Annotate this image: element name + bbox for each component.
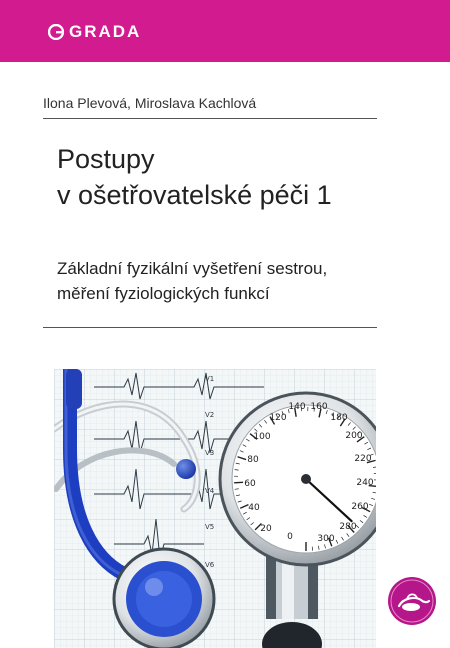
top-divider (43, 118, 377, 119)
subtitle-line-1: Základní fyzikální vyšetření sestrou, (57, 259, 328, 278)
grada-logo-icon (48, 24, 64, 40)
lead-label: V4 (205, 487, 215, 495)
book-subtitle (57, 256, 327, 306)
gauge-label: 180 (330, 413, 348, 423)
publisher-bar (0, 0, 450, 62)
publisher-name: GRADA (69, 22, 142, 41)
lead-label: V2 (205, 411, 215, 419)
gauge-label: 60 (244, 479, 256, 489)
gauge-label: 300 (317, 534, 335, 544)
gauge-label: 200 (345, 431, 363, 441)
gauge-label: 240 (356, 478, 374, 488)
gauge-label: 120 (269, 413, 287, 423)
bottom-divider (43, 327, 377, 328)
gauge-label: 0 (287, 532, 293, 542)
book-title (57, 141, 332, 213)
subtitle-line-2: měření fyziologických funkcí (57, 284, 270, 303)
gauge-label: 280 (339, 522, 357, 532)
gauge-label: 100 (253, 432, 271, 442)
gauge-label: 20 (260, 524, 272, 534)
authors: Ilona Plevová, Miroslava Kachlová (43, 95, 257, 111)
gauge-label: 140 (288, 402, 306, 412)
title-line-1: Postupy (57, 144, 155, 174)
gauge-label: 260 (351, 502, 369, 512)
publisher-logo (48, 22, 178, 44)
lead-label: V6 (205, 561, 215, 569)
edition-badge-icon (387, 576, 437, 626)
gauge-label: 160 (310, 402, 328, 412)
lead-label: V5 (205, 523, 215, 531)
cover-photo (54, 369, 376, 648)
lead-label: V3 (205, 449, 215, 457)
lead-label: V1 (205, 375, 215, 383)
gauge-label: 80 (247, 455, 259, 465)
gauge-label: 40 (248, 503, 260, 513)
gauge-label: 220 (354, 454, 372, 464)
title-line-2: v ošetřovatelské péči 1 (57, 180, 332, 210)
